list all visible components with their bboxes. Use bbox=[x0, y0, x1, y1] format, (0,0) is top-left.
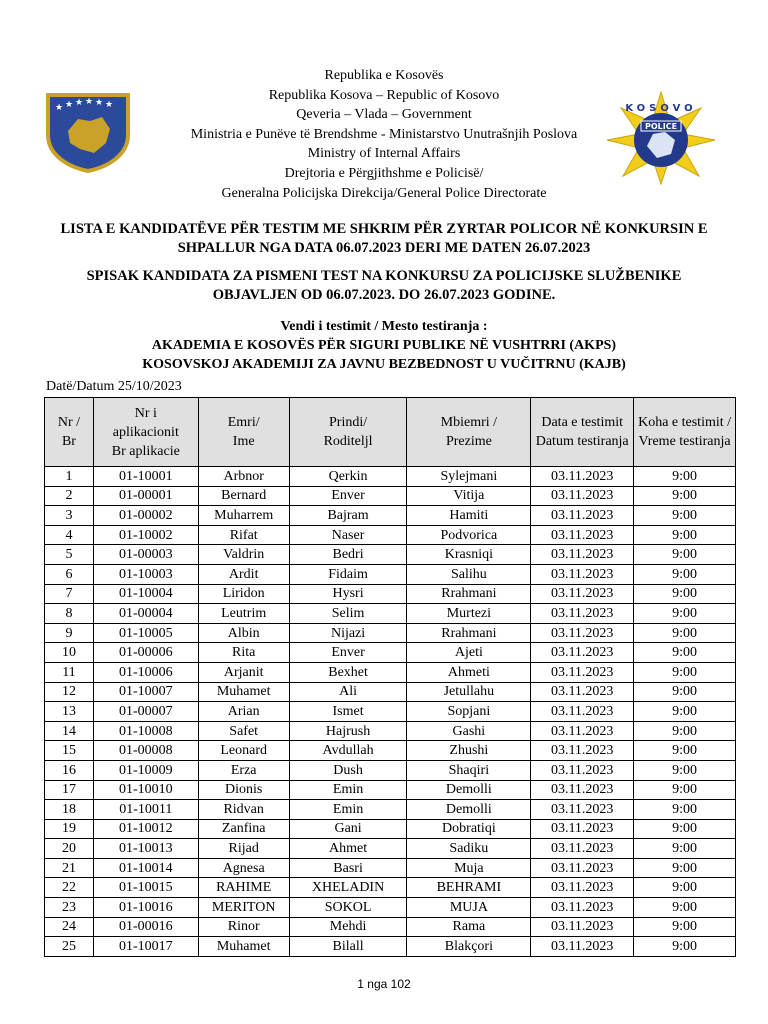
parent-name: Dush bbox=[289, 760, 407, 780]
document-date: Datë/Datum 25/10/2023 bbox=[46, 379, 182, 394]
surname: Rrahmani bbox=[407, 584, 531, 604]
application-number: 01-10002 bbox=[93, 525, 198, 545]
row-number: 16 bbox=[45, 760, 94, 780]
surname: Rama bbox=[407, 917, 531, 937]
test-date: 03.11.2023 bbox=[531, 564, 634, 584]
header-text: Nr / bbox=[57, 415, 81, 430]
test-time: 9:00 bbox=[634, 937, 736, 957]
test-time: 9:00 bbox=[634, 623, 736, 643]
row-number: 14 bbox=[45, 721, 94, 741]
header-line: Ministry of Internal Affairs bbox=[307, 146, 461, 162]
table-row bbox=[45, 780, 736, 800]
header-line: Republika Kosova – Republic of Kosovo bbox=[268, 87, 500, 103]
surname: MUJA bbox=[407, 898, 531, 918]
test-date: 03.11.2023 bbox=[531, 467, 634, 487]
test-date: 03.11.2023 bbox=[531, 721, 634, 741]
surname: Demolli bbox=[407, 800, 531, 820]
test-date: 03.11.2023 bbox=[531, 545, 634, 565]
header-line: Generalna Policijska Direkcija/General Police Directorate bbox=[221, 185, 547, 201]
table-row bbox=[45, 917, 736, 937]
parent-name: Basri bbox=[289, 858, 407, 878]
application-number: 01-10014 bbox=[93, 858, 198, 878]
title-line: SHPALLUR NGA DATA 06.07.2023 DERI ME DATEN 26.07.2023 bbox=[177, 240, 591, 256]
row-number: 23 bbox=[45, 898, 94, 918]
first-name: Leutrim bbox=[198, 604, 289, 624]
surname: Jetullahu bbox=[407, 682, 531, 702]
test-time: 9:00 bbox=[634, 525, 736, 545]
table-row bbox=[45, 800, 736, 820]
svg-text:★: ★ bbox=[95, 98, 104, 108]
header-text: Nr i bbox=[134, 405, 157, 421]
table-header-row bbox=[45, 398, 736, 467]
table-row bbox=[45, 584, 736, 604]
first-name: Zanfina bbox=[198, 819, 289, 839]
title-line: OBJAVLJEN OD 06.07.2023. DO 26.07.2023 GODINE. bbox=[212, 287, 556, 303]
parent-name: Naser bbox=[289, 525, 407, 545]
test-date: 03.11.2023 bbox=[531, 741, 634, 761]
parent-name: Bilall bbox=[289, 937, 407, 957]
header-text: Prezime bbox=[445, 434, 492, 449]
test-time: 9:00 bbox=[634, 878, 736, 898]
test-time: 9:00 bbox=[634, 467, 736, 487]
parent-name: Hajrush bbox=[289, 721, 407, 741]
venue-albanian: AKADEMIA E KOSOVËS PËR SIGURI PUBLIKE NË VUSHTRRI (AKPS) bbox=[151, 338, 617, 353]
header-text: Roditeljl bbox=[323, 434, 373, 449]
parent-name: Enver bbox=[289, 643, 407, 663]
surname: Vitija bbox=[407, 486, 531, 506]
header-text: Prindi/ bbox=[329, 415, 368, 430]
surname: Podvorica bbox=[407, 525, 531, 545]
test-date: 03.11.2023 bbox=[531, 525, 634, 545]
application-number: 01-10003 bbox=[93, 564, 198, 584]
title-line: SPISAK KANDIDATA ZA PISMENI TEST NA KONKURSU ZA POLICIJSKE SLUŽBENIKE bbox=[86, 268, 682, 284]
application-number: 01-10007 bbox=[93, 682, 198, 702]
parent-name: Fidaim bbox=[289, 564, 407, 584]
table-row bbox=[45, 702, 736, 722]
row-number: 10 bbox=[45, 643, 94, 663]
first-name: Rijad bbox=[198, 839, 289, 859]
surname: Muja bbox=[407, 858, 531, 878]
police-banner-text: POLICE bbox=[644, 122, 678, 131]
first-name: Rifat bbox=[198, 525, 289, 545]
table-row bbox=[45, 467, 736, 487]
surname: Hamiti bbox=[407, 506, 531, 526]
test-date: 03.11.2023 bbox=[531, 623, 634, 643]
header-text: Br aplikacie bbox=[111, 443, 180, 459]
table-row bbox=[45, 525, 736, 545]
test-date: 03.11.2023 bbox=[531, 937, 634, 957]
surname: Ahmeti bbox=[407, 662, 531, 682]
test-date: 03.11.2023 bbox=[531, 486, 634, 506]
application-number: 01-10004 bbox=[93, 584, 198, 604]
application-number: 01-00002 bbox=[93, 506, 198, 526]
table-row bbox=[45, 760, 736, 780]
surname: Gashi bbox=[407, 721, 531, 741]
first-name: Agnesa bbox=[198, 858, 289, 878]
surname: Blakçori bbox=[407, 937, 531, 957]
test-time: 9:00 bbox=[634, 780, 736, 800]
test-date: 03.11.2023 bbox=[531, 917, 634, 937]
first-name: Rita bbox=[198, 643, 289, 663]
parent-name: Bajram bbox=[289, 506, 407, 526]
row-number: 24 bbox=[45, 917, 94, 937]
row-number: 13 bbox=[45, 702, 94, 722]
test-time: 9:00 bbox=[634, 898, 736, 918]
table-row bbox=[45, 662, 736, 682]
parent-name: Ahmet bbox=[289, 839, 407, 859]
venue-block bbox=[0, 317, 768, 374]
first-name: Liridon bbox=[198, 584, 289, 604]
first-name: Rinor bbox=[198, 917, 289, 937]
test-time: 9:00 bbox=[634, 486, 736, 506]
test-date: 03.11.2023 bbox=[531, 702, 634, 722]
test-time: 9:00 bbox=[634, 721, 736, 741]
parent-name: Emin bbox=[289, 800, 407, 820]
parent-name: Hysri bbox=[289, 584, 407, 604]
application-number: 01-10011 bbox=[93, 800, 198, 820]
header-text: Br bbox=[61, 434, 76, 449]
first-name: Arjanit bbox=[198, 662, 289, 682]
header-text: Koha e testimit / bbox=[638, 415, 732, 430]
parent-name: XHELADIN bbox=[289, 878, 407, 898]
application-number: 01-10005 bbox=[93, 623, 198, 643]
parent-name: Qerkin bbox=[289, 467, 407, 487]
first-name: Valdrin bbox=[198, 545, 289, 565]
test-time: 9:00 bbox=[634, 917, 736, 937]
application-number: 01-10006 bbox=[93, 662, 198, 682]
albanian-title bbox=[0, 220, 768, 258]
surname: Sopjani bbox=[407, 702, 531, 722]
row-number: 19 bbox=[45, 819, 94, 839]
application-number: 01-10017 bbox=[93, 937, 198, 957]
test-date-column-header bbox=[531, 398, 634, 467]
test-date: 03.11.2023 bbox=[531, 682, 634, 702]
application-number: 01-00006 bbox=[93, 643, 198, 663]
test-date: 03.11.2023 bbox=[531, 604, 634, 624]
svg-text:★: ★ bbox=[105, 100, 114, 110]
first-name: Ardit bbox=[198, 564, 289, 584]
table-row bbox=[45, 623, 736, 643]
test-date: 03.11.2023 bbox=[531, 878, 634, 898]
serbian-title bbox=[0, 267, 768, 305]
application-number: 01-10001 bbox=[93, 467, 198, 487]
application-number: 01-10010 bbox=[93, 780, 198, 800]
table-row bbox=[45, 682, 736, 702]
test-time: 9:00 bbox=[634, 819, 736, 839]
test-date: 03.11.2023 bbox=[531, 506, 634, 526]
test-date: 03.11.2023 bbox=[531, 839, 634, 859]
header-line: Ministria e Punëve të Brendshme - Ministarstvo Unutrašnjih Poslova bbox=[190, 126, 578, 142]
table-row bbox=[45, 878, 736, 898]
parent-name: Ismet bbox=[289, 702, 407, 722]
table-row bbox=[45, 721, 736, 741]
test-time: 9:00 bbox=[634, 506, 736, 526]
table-row bbox=[45, 819, 736, 839]
first-name: Bernard bbox=[198, 486, 289, 506]
test-time: 9:00 bbox=[634, 702, 736, 722]
parent-name: Enver bbox=[289, 486, 407, 506]
parent-name: Emin bbox=[289, 780, 407, 800]
test-date: 03.11.2023 bbox=[531, 760, 634, 780]
header-text: Vreme testiranja bbox=[638, 434, 731, 449]
first-name: Muharrem bbox=[198, 506, 289, 526]
row-number: 4 bbox=[45, 525, 94, 545]
nr-column-header bbox=[45, 398, 94, 467]
candidate-table bbox=[44, 397, 736, 957]
row-number: 21 bbox=[45, 858, 94, 878]
test-time: 9:00 bbox=[634, 839, 736, 859]
test-time: 9:00 bbox=[634, 682, 736, 702]
test-date: 03.11.2023 bbox=[531, 643, 634, 663]
first-name: Albin bbox=[198, 623, 289, 643]
parent-name: Avdullah bbox=[289, 741, 407, 761]
first-name: Safet bbox=[198, 721, 289, 741]
surname: Dobratiqi bbox=[407, 819, 531, 839]
row-number: 7 bbox=[45, 584, 94, 604]
parent-name: Bexhet bbox=[289, 662, 407, 682]
application-number: 01-00008 bbox=[93, 741, 198, 761]
parent-name: Mehdi bbox=[289, 917, 407, 937]
svg-text:★: ★ bbox=[85, 97, 94, 107]
surname: Sadiku bbox=[407, 839, 531, 859]
parent-name: Bedri bbox=[289, 545, 407, 565]
surname: BEHRAMI bbox=[407, 878, 531, 898]
parent-name: Gani bbox=[289, 819, 407, 839]
row-number: 9 bbox=[45, 623, 94, 643]
first-name: Erza bbox=[198, 760, 289, 780]
row-number: 11 bbox=[45, 662, 94, 682]
surname: Ajeti bbox=[407, 643, 531, 663]
svg-text:★: ★ bbox=[65, 100, 74, 110]
row-number: 2 bbox=[45, 486, 94, 506]
first-name: Muhamet bbox=[198, 682, 289, 702]
surname: Rrahmani bbox=[407, 623, 531, 643]
title-line: LISTA E KANDIDATËVE PËR TESTIM ME SHKRIM PËR ZYRTAR POLICOR NË KONKURSIN E bbox=[60, 221, 708, 237]
table-row bbox=[45, 604, 736, 624]
test-time: 9:00 bbox=[634, 545, 736, 565]
header-text: Mbiemri / bbox=[440, 415, 498, 430]
first-name: Dionis bbox=[198, 780, 289, 800]
parent-name: SOKOL bbox=[289, 898, 407, 918]
test-time: 9:00 bbox=[634, 760, 736, 780]
application-number: 01-10009 bbox=[93, 760, 198, 780]
test-date: 03.11.2023 bbox=[531, 819, 634, 839]
header-line: Qeveria – Vlada – Government bbox=[296, 107, 472, 123]
venue-serbian: KOSOVSKOJ AKADEMIJI ZA JAVNU BEZBEDNOST U VUČITRNU (KAJB) bbox=[142, 357, 626, 372]
application-number: 01-10013 bbox=[93, 839, 198, 859]
header-text: Emri/ bbox=[227, 415, 260, 430]
police-arc-text: KOSOVO bbox=[625, 103, 697, 114]
first-name: Muhamet bbox=[198, 937, 289, 957]
test-date: 03.11.2023 bbox=[531, 800, 634, 820]
application-number: 01-10008 bbox=[93, 721, 198, 741]
header-line: Drejtoria e Përgjithshme e Policisë/ bbox=[284, 165, 484, 181]
test-time: 9:00 bbox=[634, 643, 736, 663]
row-number: 8 bbox=[45, 604, 94, 624]
first-name: Arbnor bbox=[198, 467, 289, 487]
row-number: 22 bbox=[45, 878, 94, 898]
row-number: 18 bbox=[45, 800, 94, 820]
table-row bbox=[45, 839, 736, 859]
parent-name: Ali bbox=[289, 682, 407, 702]
surname-column-header bbox=[407, 398, 531, 467]
table-row bbox=[45, 898, 736, 918]
test-date: 03.11.2023 bbox=[531, 858, 634, 878]
row-number: 3 bbox=[45, 506, 94, 526]
row-number: 17 bbox=[45, 780, 94, 800]
test-time: 9:00 bbox=[634, 800, 736, 820]
table-body bbox=[45, 467, 736, 957]
application-number: 01-10016 bbox=[93, 898, 198, 918]
svg-text:★: ★ bbox=[75, 98, 84, 108]
test-time: 9:00 bbox=[634, 858, 736, 878]
surname: Sylejmani bbox=[407, 467, 531, 487]
name-column-header bbox=[198, 398, 289, 467]
first-name: Ridvan bbox=[198, 800, 289, 820]
table-row bbox=[45, 486, 736, 506]
table-row bbox=[45, 937, 736, 957]
test-date: 03.11.2023 bbox=[531, 780, 634, 800]
surname: Demolli bbox=[407, 780, 531, 800]
header-text: Ime bbox=[232, 434, 255, 449]
test-time: 9:00 bbox=[634, 564, 736, 584]
parent-name-column-header bbox=[289, 398, 407, 467]
header-text: Data e testimit bbox=[541, 415, 624, 430]
surname: Zhushi bbox=[407, 741, 531, 761]
first-name: MERITON bbox=[198, 898, 289, 918]
parent-name: Nijazi bbox=[289, 623, 407, 643]
table-row bbox=[45, 858, 736, 878]
page-number: 1 nga 102 bbox=[357, 977, 411, 991]
header-text: aplikacionit bbox=[112, 424, 179, 440]
surname: Shaqiri bbox=[407, 760, 531, 780]
first-name: RAHIME bbox=[198, 878, 289, 898]
svg-text:★: ★ bbox=[55, 103, 64, 113]
application-number: 01-10015 bbox=[93, 878, 198, 898]
parent-name: Selim bbox=[289, 604, 407, 624]
row-number: 12 bbox=[45, 682, 94, 702]
row-number: 6 bbox=[45, 564, 94, 584]
test-date: 03.11.2023 bbox=[531, 662, 634, 682]
kosovo-police-emblem-icon bbox=[603, 90, 719, 186]
table-row bbox=[45, 741, 736, 761]
first-name: Arian bbox=[198, 702, 289, 722]
surname: Murtezi bbox=[407, 604, 531, 624]
first-name: Leonard bbox=[198, 741, 289, 761]
application-number: 01-00004 bbox=[93, 604, 198, 624]
application-number: 01-00016 bbox=[93, 917, 198, 937]
application-number-column-header bbox=[93, 398, 198, 467]
table-row bbox=[45, 564, 736, 584]
application-number: 01-10012 bbox=[93, 819, 198, 839]
test-time: 9:00 bbox=[634, 662, 736, 682]
header-text: Datum testiranja bbox=[535, 434, 629, 449]
row-number: 20 bbox=[45, 839, 94, 859]
row-number: 5 bbox=[45, 545, 94, 565]
test-date: 03.11.2023 bbox=[531, 584, 634, 604]
test-time-column-header bbox=[634, 398, 736, 467]
application-number: 01-00001 bbox=[93, 486, 198, 506]
header-line: Republika e Kosovës bbox=[324, 68, 444, 83]
table-row bbox=[45, 506, 736, 526]
test-time: 9:00 bbox=[634, 741, 736, 761]
row-number: 1 bbox=[45, 467, 94, 487]
test-time: 9:00 bbox=[634, 584, 736, 604]
surname: Salihu bbox=[407, 564, 531, 584]
row-number: 25 bbox=[45, 937, 94, 957]
surname: Krasniqi bbox=[407, 545, 531, 565]
table-row bbox=[45, 545, 736, 565]
table-row bbox=[45, 643, 736, 663]
venue-label: Vendi i testimit / Mesto testiranja : bbox=[280, 319, 488, 334]
test-date: 03.11.2023 bbox=[531, 898, 634, 918]
row-number: 15 bbox=[45, 741, 94, 761]
application-number: 01-00003 bbox=[93, 545, 198, 565]
application-number: 01-00007 bbox=[93, 702, 198, 722]
test-time: 9:00 bbox=[634, 604, 736, 624]
